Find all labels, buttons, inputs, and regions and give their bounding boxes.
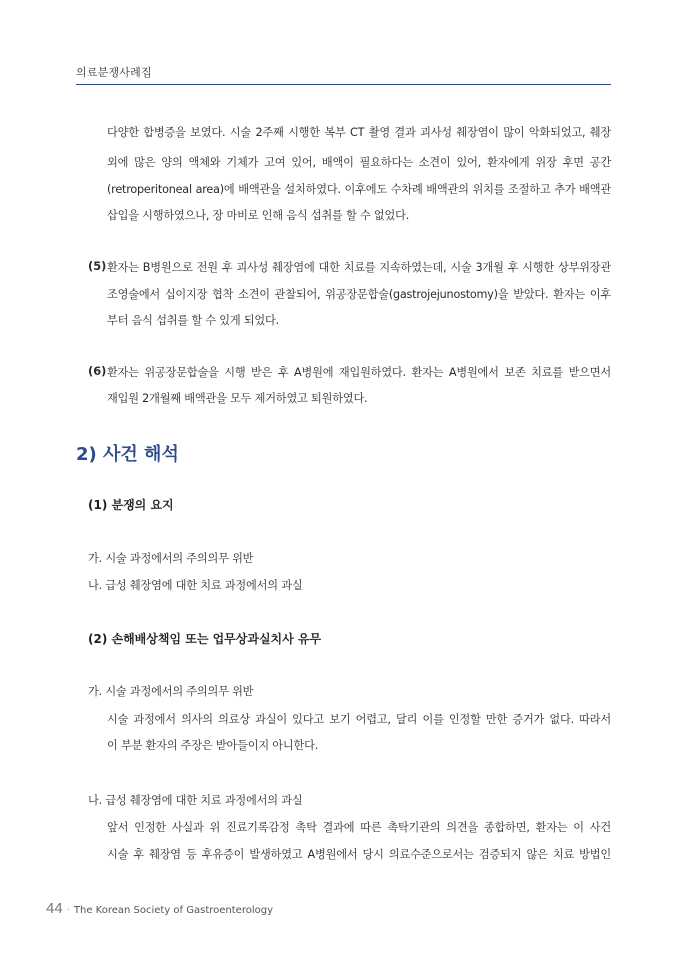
item-5-line-3: 부터 음식 섭취를 할 수 있게 되었다. <box>107 314 279 327</box>
footer-society-name: The Korean Society of Gastroenterology <box>73 905 274 916</box>
intro-line-3: (retroperitoneal area)에 배액관을 설치하였다. 이후에도 수차례 배액관의 위치를 조절하고 추가 배액관 <box>107 183 611 196</box>
subsection-2-ga-title: 가. 시술 과정에서의 주의의무 위반 <box>88 685 254 698</box>
subsection-1-item-ga: 가. 시술 과정에서의 주의의무 위반 <box>88 552 254 565</box>
subsection-2-na-title: 나. 급성 췌장염에 대한 치료 과정에서의 과실 <box>88 794 303 807</box>
item-6-line-2: 재입원 2개월째 배액관을 모두 제거하였고 퇴원하였다. <box>107 392 368 405</box>
header-rule <box>76 84 611 85</box>
subsection-1-title: (1) 분쟁의 요지 <box>88 498 174 512</box>
subsection-2-title: (2) 손해배상책임 또는 업무상과실치사 유무 <box>88 632 322 646</box>
item-6-line-1: 환자는 위공장문합술을 시행 받은 후 A병원에 재입원하였다. 환자는 A병원에서 보존 치료를 받으면서 <box>107 366 611 379</box>
item-6-number: (6) <box>88 364 107 378</box>
intro-line-1: 다양한 합병증을 보였다. 시술 2주째 시행한 복부 CT 촬영 결과 괴사성 췌장염이 많이 악화되었고, 췌장 <box>107 126 611 139</box>
subsection-2-ga-line-1: 시술 과정에서 의사의 의료상 과실이 있다고 보기 어렵고, 달리 이를 인정할 만한 증거가 없다. 따라서 <box>107 713 611 726</box>
item-5-number: (5) <box>88 259 107 273</box>
item-5-line-2: 조영술에서 십이지장 협착 소견이 관찰되어, 위공장문합술(gastrojejunostomy)을 받았다. 환자는 이후 <box>107 288 611 301</box>
item-5-line-1: 환자는 B병원으로 전원 후 괴사성 췌장염에 대한 치료를 지속하였는데, 시술 3개월 후 시행한 상부위장관 <box>107 261 611 274</box>
footer-separator: · <box>66 905 70 916</box>
page-number: 44 <box>46 900 63 917</box>
subsection-2-na-line-1: 앞서 인정한 사실과 위 진료기록감정 촉탁 결과에 따른 촉탁기관의 의견을 종합하면, 환자는 이 사건 <box>107 821 611 834</box>
subsection-1-item-na: 나. 급성 췌장염에 대한 치료 과정에서의 과실 <box>88 579 303 592</box>
page-footer <box>46 900 273 917</box>
running-header: 의료분쟁사례집 <box>76 66 152 79</box>
intro-line-2: 외에 많은 양의 액체와 기체가 고여 있어, 배액이 필요하다는 소견이 있어, 환자에게 위장 후면 공간 <box>107 156 611 169</box>
section-title: 2) 사건 해석 <box>76 444 179 465</box>
subsection-2-na-line-2: 시술 후 췌장염 등 후유증이 발생하였고 A병원에서 당시 의료수준으로서는 검증되지 않은 치료 방법인 <box>107 848 611 861</box>
subsection-2-ga-line-2: 이 부분 환자의 주장은 받아들이지 아니한다. <box>107 739 319 752</box>
intro-line-4: 삽입을 시행하였으나, 장 마비로 인해 음식 섭취를 할 수 없었다. <box>107 209 410 222</box>
